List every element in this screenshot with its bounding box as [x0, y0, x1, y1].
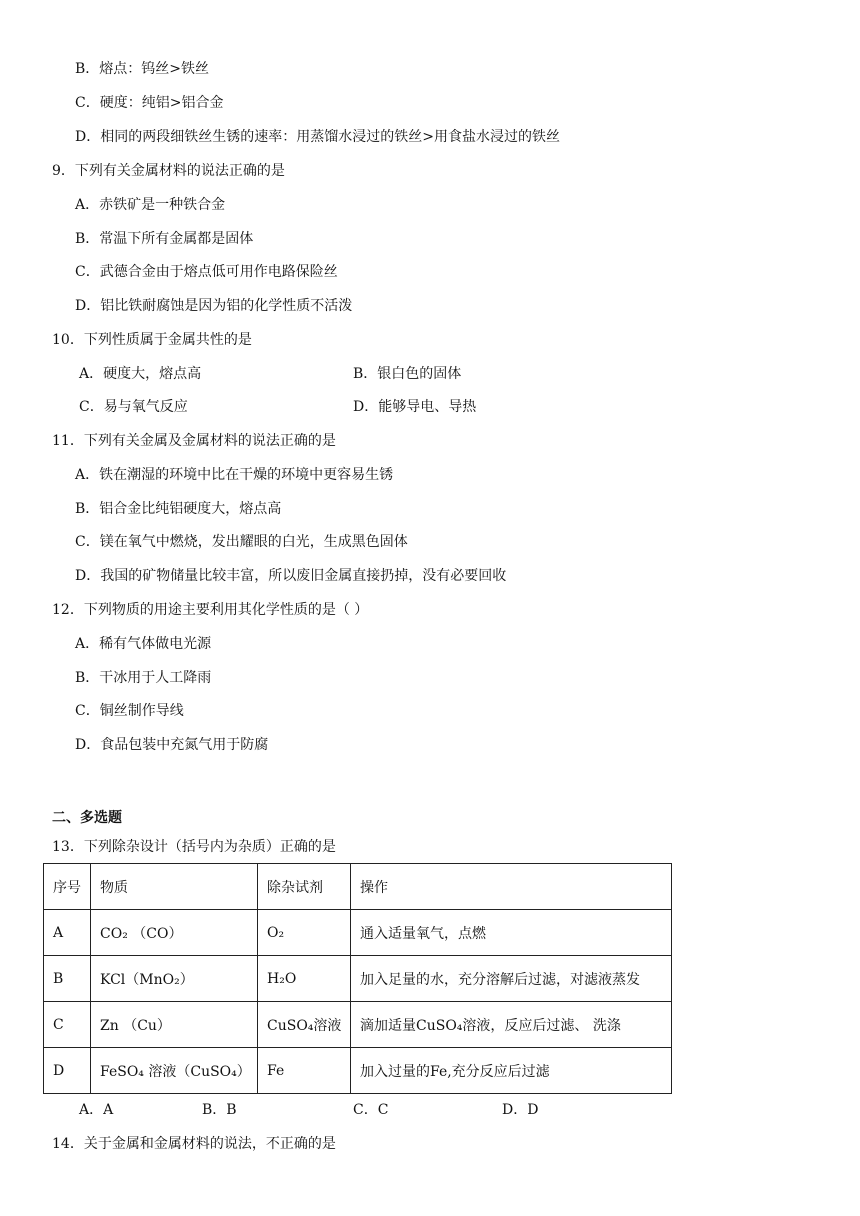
- table-cell: 加入足量的水，充分溶解后过滤，对滤液蒸发: [351, 956, 672, 1002]
- q10-stem: 10．下列性质属于金属共性的是: [52, 332, 252, 348]
- q14-stem: 14．关于金属和金属材料的说法，不正确的是: [52, 1136, 336, 1152]
- table-cell: FeSO₄ 溶液（CuSO₄）: [91, 1048, 258, 1094]
- q9-option-d: D．铝比铁耐腐蚀是因为铝的化学性质不活泼: [75, 298, 353, 314]
- table-row: [44, 956, 672, 1002]
- table-cell: A: [44, 910, 91, 956]
- table-row: [44, 1002, 672, 1048]
- header-cell: 操作: [351, 864, 672, 910]
- q13-option-a: A．A: [79, 1102, 114, 1118]
- q9-stem: 9．下列有关金属材料的说法正确的是: [52, 163, 285, 179]
- table-cell: H₂O: [258, 956, 351, 1002]
- table-cell: D: [44, 1048, 91, 1094]
- q12-option-c: C．铜丝制作导线: [75, 703, 184, 719]
- q8-option-d: D．相同的两段细铁丝生锈的速率：用蒸馏水浸过的铁丝>用食盐水浸过的铁丝: [75, 129, 560, 145]
- table-cell: 加入过量的Fe,充分反应后过滤: [351, 1048, 672, 1094]
- q8-option-b: B．熔点：钨丝>铁丝: [75, 61, 210, 77]
- q8-option-c: C．硬度：纯铝>铝合金: [75, 95, 224, 111]
- table-cell: C: [44, 1002, 91, 1048]
- table-cell: B: [44, 956, 91, 1002]
- q11-option-a: A．铁在潮湿的环境中比在干燥的环境中更容易生锈: [75, 467, 394, 483]
- q10-option-d: D．能够导电、导热: [353, 399, 477, 415]
- q13-table: [43, 863, 672, 1094]
- q10-option-a: A．硬度大，熔点高: [79, 366, 202, 382]
- table-cell: 滴加适量CuSO₄溶液，反应后过滤、 洗涤: [351, 1002, 672, 1048]
- q12-option-d: D．食品包装中充氮气用于防腐: [75, 737, 269, 753]
- table-cell: CO₂ （CO）: [91, 910, 258, 956]
- q11-option-d: D．我国的矿物储量比较丰富，所以废旧金属直接扔掉，没有必要回收: [75, 568, 507, 584]
- q9-option-c: C．武德合金由于熔点低可用作电路保险丝: [75, 264, 338, 280]
- header-cell: 除杂试剂: [258, 864, 351, 910]
- section-heading: 二、多选题: [52, 810, 122, 826]
- q12-option-b: B．干冰用于人工降雨: [75, 670, 212, 686]
- table-cell: 通入适量氧气，点燃: [351, 910, 672, 956]
- table-header-row: [44, 864, 672, 910]
- table-row: [44, 1048, 672, 1094]
- q11-option-b: B．铝合金比纯铝硬度大，熔点高: [75, 501, 282, 517]
- q10-option-c: C．易与氧气反应: [79, 399, 188, 415]
- table-cell: CuSO₄溶液: [258, 1002, 351, 1048]
- table-cell: O₂: [258, 910, 351, 956]
- q10-option-b: B．银白色的固体: [353, 366, 462, 382]
- q9-option-a: A．赤铁矿是一种铁合金: [75, 197, 226, 213]
- header-cell: 物质: [91, 864, 258, 910]
- q11-option-c: C．镁在氧气中燃烧，发出耀眼的白光，生成黑色固体: [75, 534, 408, 550]
- header-cell: 序号: [44, 864, 91, 910]
- table-cell: Fe: [258, 1048, 351, 1094]
- q13-option-b: B．B: [202, 1102, 237, 1118]
- q12-option-a: A．稀有气体做电光源: [75, 636, 212, 652]
- table-row: [44, 910, 672, 956]
- q13-option-d: D．D: [502, 1102, 539, 1118]
- q11-stem: 11．下列有关金属及金属材料的说法正确的是: [52, 433, 336, 449]
- q12-stem: 12．下列物质的用途主要利用其化学性质的是（ ）: [52, 602, 369, 618]
- q9-option-b: B．常温下所有金属都是固体: [75, 231, 254, 247]
- table-cell: KCl（MnO₂）: [91, 956, 258, 1002]
- q13-option-c: C．C: [353, 1102, 389, 1118]
- q13-stem: 13．下列除杂设计（括号内为杂质）正确的是: [52, 839, 336, 855]
- table-cell: Zn （Cu）: [91, 1002, 258, 1048]
